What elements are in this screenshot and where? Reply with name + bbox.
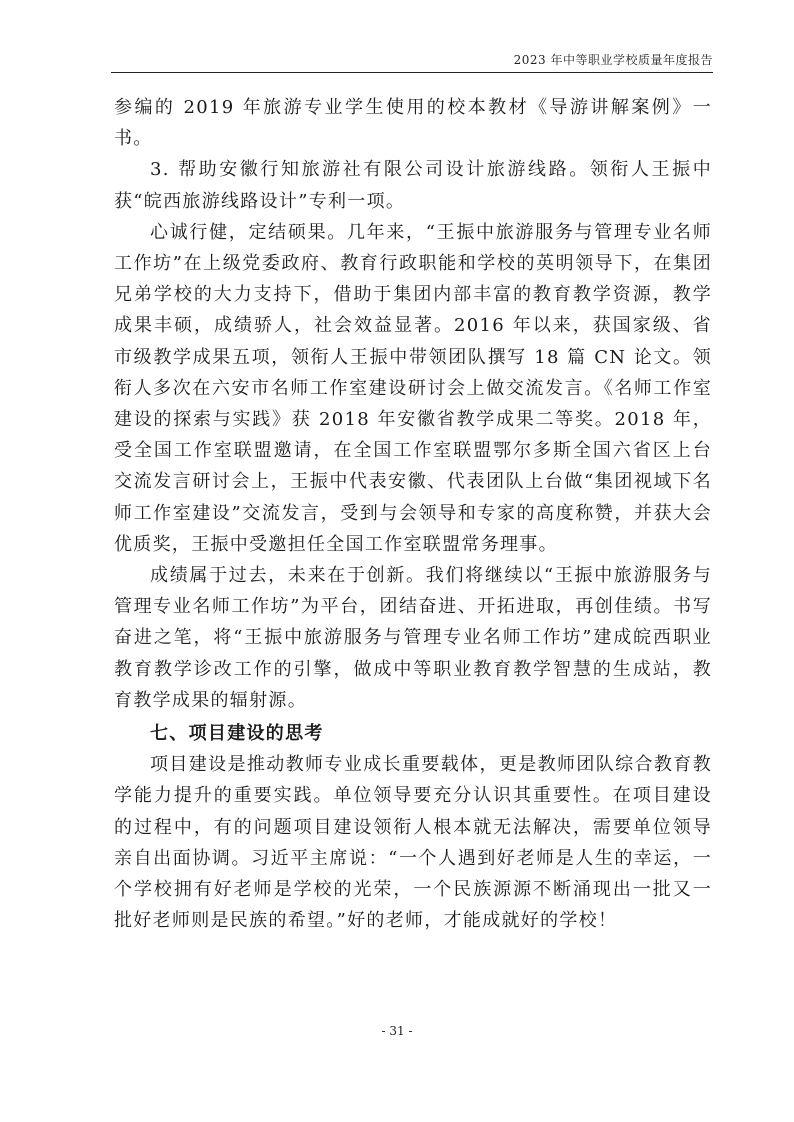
page-number: - 31 - (381, 1024, 413, 1038)
running-header: 2023 年中等职业学校质量年度报告 (513, 53, 713, 67)
paragraph-future: 成绩属于过去，未来在于创新。我们将继续以“王振中旅游服务与管理专业名师工作坊”为平台，团结奋进、开拓进取，再创佳绩。书写奋进之笔，将“王振中旅游服务与管理专业名师工作坊”建成皖西职业教育教学诊改工作的引擎，做成中等职业教育教学智慧的生成站，教育教学成果的辐射源。 (114, 565, 712, 711)
section-heading: 七、项目建设的思考 (150, 723, 324, 745)
paragraph-reflection: 项目建设是推动教师专业成长重要载体，更是教师团队综合教育教学能力提升的重要实践。单位领导要充分认识其重要性。在项目建设的过程中，有的问题项目建设领衔人根本就无法解决，需要单位领导亲自出面协调。习近平主席说：“一个人遇到好老师是人生的幸运，一个学校拥有好老师是学校的光荣，一个民族源源不断涌现出一批又一批好老师则是民族的希望。”好的老师，才能成就好的学校！ (114, 754, 712, 932)
page-body (114, 92, 712, 936)
paragraph-item-3: 3. 帮助安徽行知旅游社有限公司设计旅游线路。领衔人王振中获“皖西旅游线路设计”专利一项。 (114, 159, 712, 212)
paragraph-achievements: 心诚行健，定结硕果。几年来，“王振中旅游服务与管理专业名师工作坊”在上级党委政府、教育行政职能和学校的英明领导下，在集团兄弟学校的大力支持下，借助于集团内部丰富的教育教学资源，教学成果丰硕，成绩骄人，社会效益显著。2016 年以来，获国家级、省市级教学成果五项，领衔人王振中带领团队撰写 18 篇 CN 论文。领衔人多次在六安市名师工作室建设研讨会上做交流发言。《名师工作室建设的探索与实践》获 2018 年安徽省教学成果二等奖。2018 年，受全国工作室联盟邀请，在全国工作室联盟鄂尔多斯全国六省区上台交流发言研讨会上，王振中代表安徽、代表团队上台做“集团视域下名师工作室建设”交流发言，受到与会领导和专家的高度称赞，并获大会优质奖，王振中受邀担任全国工作室联盟常务理事。 (114, 221, 712, 555)
paragraph-continuation: 参编的 2019 年旅游专业学生使用的校本教材《导游讲解案例》一书。 (114, 97, 712, 150)
header-divider (111, 72, 713, 73)
